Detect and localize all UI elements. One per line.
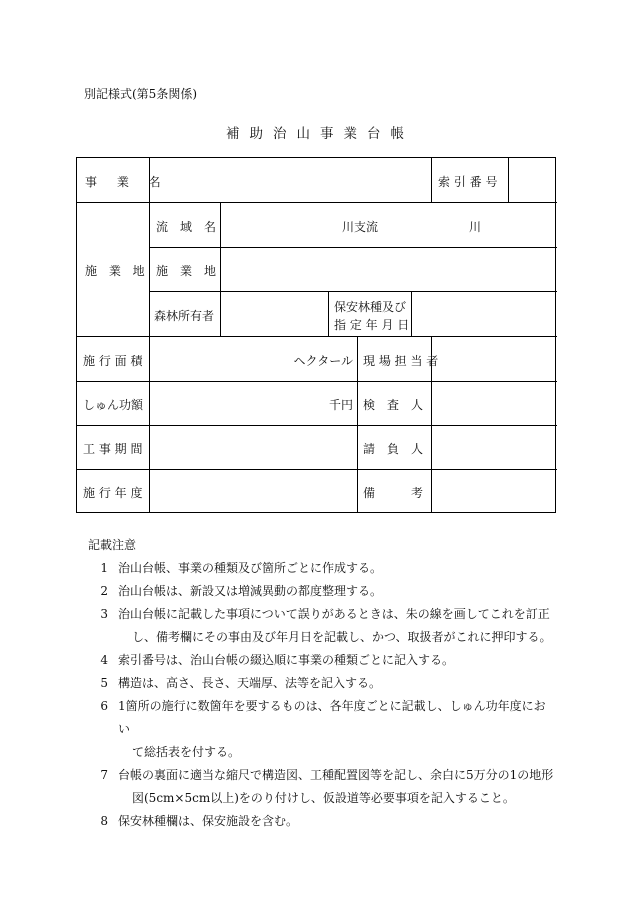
page-title: 補助治山事業台帳 (226, 126, 414, 142)
field-protection-forest-type[interactable] (412, 292, 557, 337)
label-site-manager: 現 場 担 当 者 (358, 337, 432, 382)
note-text: 図(5cm×5cm以上)をのり付けし、仮設道等必要事項を記入すること。 (132, 791, 515, 805)
note-number: 8 (100, 814, 108, 828)
river-text: 川 (469, 220, 482, 234)
note-text: 台帳の裏面に適当な縮尺で構造図、工種配置図等を記し、余白に5万分の1の地形 (118, 768, 554, 782)
label-construction-period: 工 事 期 間 (77, 426, 150, 470)
field-contractor[interactable] (432, 426, 557, 470)
label-basin-name: 流 域 名 (150, 203, 221, 248)
field-construction-period[interactable] (150, 426, 358, 470)
note-text: 1箇所の施行に数箇年を要するものは、各年度ごとに記載し、しゅん功年度におい (118, 699, 546, 736)
label-completion-amount: しゅん功額 (77, 382, 150, 426)
note-number: 7 (100, 768, 108, 782)
label-inspector: 検 査 人 (358, 382, 432, 426)
field-forest-owner[interactable] (221, 292, 329, 337)
label-construction-area: 施 行 面 積 (77, 337, 150, 382)
field-site-manager[interactable] (432, 337, 557, 382)
label-remarks: 備 考 (358, 470, 432, 512)
field-fiscal-year[interactable] (150, 470, 358, 512)
note-item (84, 695, 554, 764)
label-forest-owner: 森林所有者 (150, 292, 221, 337)
field-basin-name[interactable] (221, 203, 557, 248)
note-number: 2 (100, 584, 108, 598)
note-text: 索引番号は、治山台帳の綴込順に事業の種類ごとに記入する。 (118, 653, 455, 667)
note-number: 1 (100, 561, 108, 575)
note-text: て総括表を付する。 (132, 745, 241, 759)
field-inspector[interactable] (432, 382, 557, 426)
note-item (84, 810, 554, 833)
note-item (84, 672, 554, 695)
field-project-name[interactable] (150, 158, 432, 203)
hectare-unit: ヘクタール (293, 354, 353, 368)
note-number: 3 (100, 607, 108, 621)
note-item (84, 557, 554, 580)
field-completion-amount[interactable] (150, 382, 358, 426)
note-item (84, 649, 554, 672)
notes-list (84, 557, 554, 833)
river-tributary-text: 川支流 (342, 220, 379, 234)
note-text: 治山台帳、事業の種類及び箇所ごとに作成する。 (118, 561, 383, 575)
label-project-name: 事 業 名 (77, 158, 150, 203)
label-contractor: 請 負 人 (358, 426, 432, 470)
label-construction-site: 施 業 地 (77, 203, 150, 337)
ledger-form-table (76, 157, 556, 513)
note-item (84, 764, 554, 810)
label-fiscal-year: 施 行 年 度 (77, 470, 150, 512)
note-item (84, 580, 554, 603)
note-number: 6 (100, 699, 108, 713)
note-number: 5 (100, 676, 108, 690)
note-text: 構造は、高さ、長さ、天端厚、法等を記入する。 (118, 676, 382, 690)
notes-section (84, 534, 554, 833)
notes-title: 記載注意 (88, 538, 137, 552)
note-item (84, 603, 554, 649)
field-site-detail[interactable] (221, 248, 557, 292)
note-number: 4 (100, 653, 108, 667)
field-construction-area[interactable] (150, 337, 358, 382)
field-remarks[interactable] (432, 470, 557, 512)
note-text: 保安林種欄は、保安施設を含む。 (118, 814, 299, 828)
thousand-yen-unit: 千円 (328, 398, 353, 412)
form-number-header: 別記様式(第5条関係) (84, 87, 197, 101)
label-protection-forest-type: 保安林種及び 指 定 年 月 日 (329, 292, 412, 337)
note-text: 治山台帳は、新設又は増減異動の都度整理する。 (118, 584, 383, 598)
note-text: し、備考欄にその事由及び年月日を記載し、かつ、取扱者がこれに押印する。 (132, 630, 552, 644)
label-site-detail: 施 業 地 (150, 248, 221, 292)
note-text: 治山台帳に記載した事項について誤りがあるときは、朱の線を画してこれを訂正 (118, 607, 550, 621)
field-index-number[interactable] (509, 158, 557, 203)
label-index-number: 索 引 番 号 (432, 158, 509, 203)
